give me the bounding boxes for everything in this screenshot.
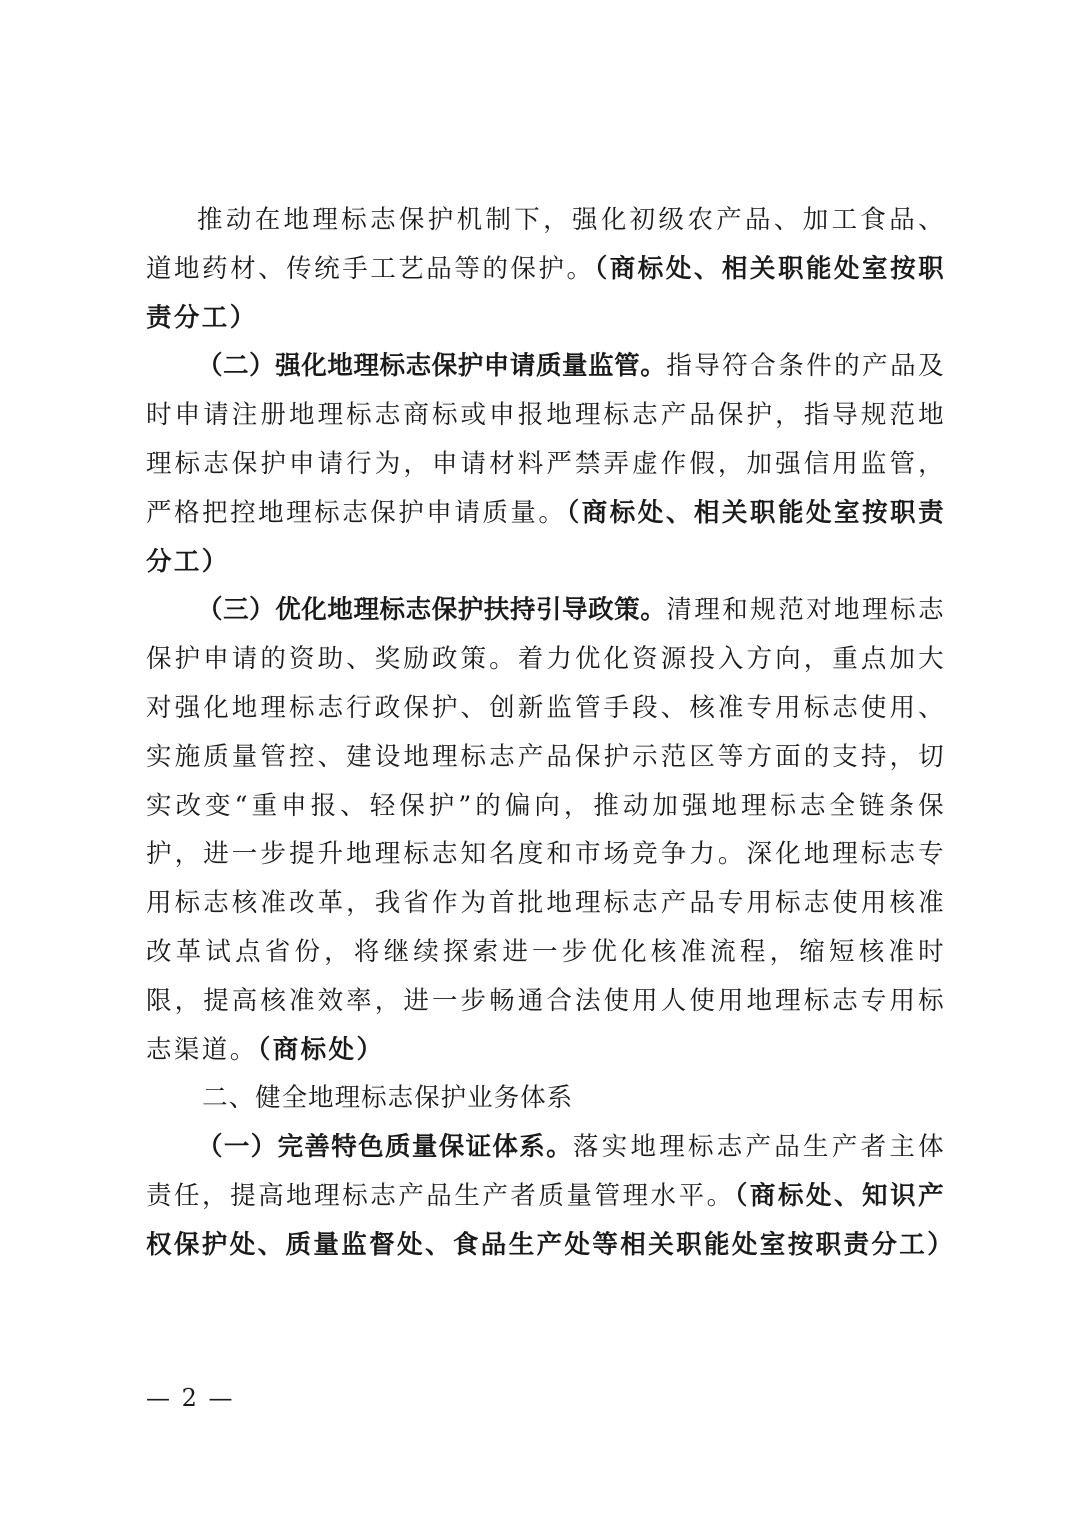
- paragraph-application-quality: [146, 342, 946, 586]
- responsibility-note: （商标处、相关职能处室按职责分工）: [146, 497, 946, 577]
- paragraph-text: 清理和规范对地理标志保护申请的资助、奖励政策。着力优化资源投入方向，重点加大对强化地理标志行政保护、创新监管手段、核准专用标志使用、实施质量管控、建设地理标志产品保护示范区等方面的支持，切实改变“重申报、轻保护”的偏向，推动加强地理标志全链条保护，进一步提升地理标志知名度和市场竞争力。深化地理标志专用标志核准改革，我省作为首批地理标志产品专用标志使用核准改革试点省份，将继续探索进一步优化核准流程，缩短核准时限，提高核准效率，进一步畅通合法使用人使用地理标志专用标志渠道。: [146, 595, 946, 1065]
- document-body: [146, 196, 956, 1270]
- paragraph-text: 落实地理标志产品生产者主体责任，提高地理标志产品生产者质量管理水平。: [146, 1132, 946, 1211]
- responsibility-note: （商标处、相关职能处室按职责分工）: [146, 253, 946, 333]
- paragraph-geo-protection-mechanism: [146, 196, 946, 342]
- paragraph-quality-assurance: [146, 1123, 956, 1269]
- paragraph-heading: （一）完善特色质量保证体系。: [197, 1132, 573, 1163]
- responsibility-note: （商标处）: [257, 1034, 385, 1065]
- responsibility-note: （商标处、知识产权保护处、质量监督处、食品生产处等相关职能处室按职责分工）: [146, 1180, 956, 1260]
- paragraph-heading: （三）优化地理标志保护扶持引导政策。: [197, 595, 667, 626]
- paragraph-support-policy: [146, 586, 946, 1074]
- paragraph-text: 指导符合条件的产品及时申请注册地理标志商标或申报地理标志产品保护，指导规范地理标志保护申请行为，申请材料严禁弄虚作假，加强信用监管，严格把控地理标志保护申请质量。: [146, 351, 946, 528]
- page-number: — 2 —: [146, 1384, 235, 1412]
- paragraph-heading: （二）强化地理标志保护申请质量监管。: [197, 351, 667, 382]
- paragraph-text: 推动在地理标志保护机制下，强化初级农产品、加工食品、道地药材、传统手工艺品等的保护。: [146, 205, 946, 284]
- section-heading: 二、健全地理标志保护业务体系: [202, 1083, 574, 1114]
